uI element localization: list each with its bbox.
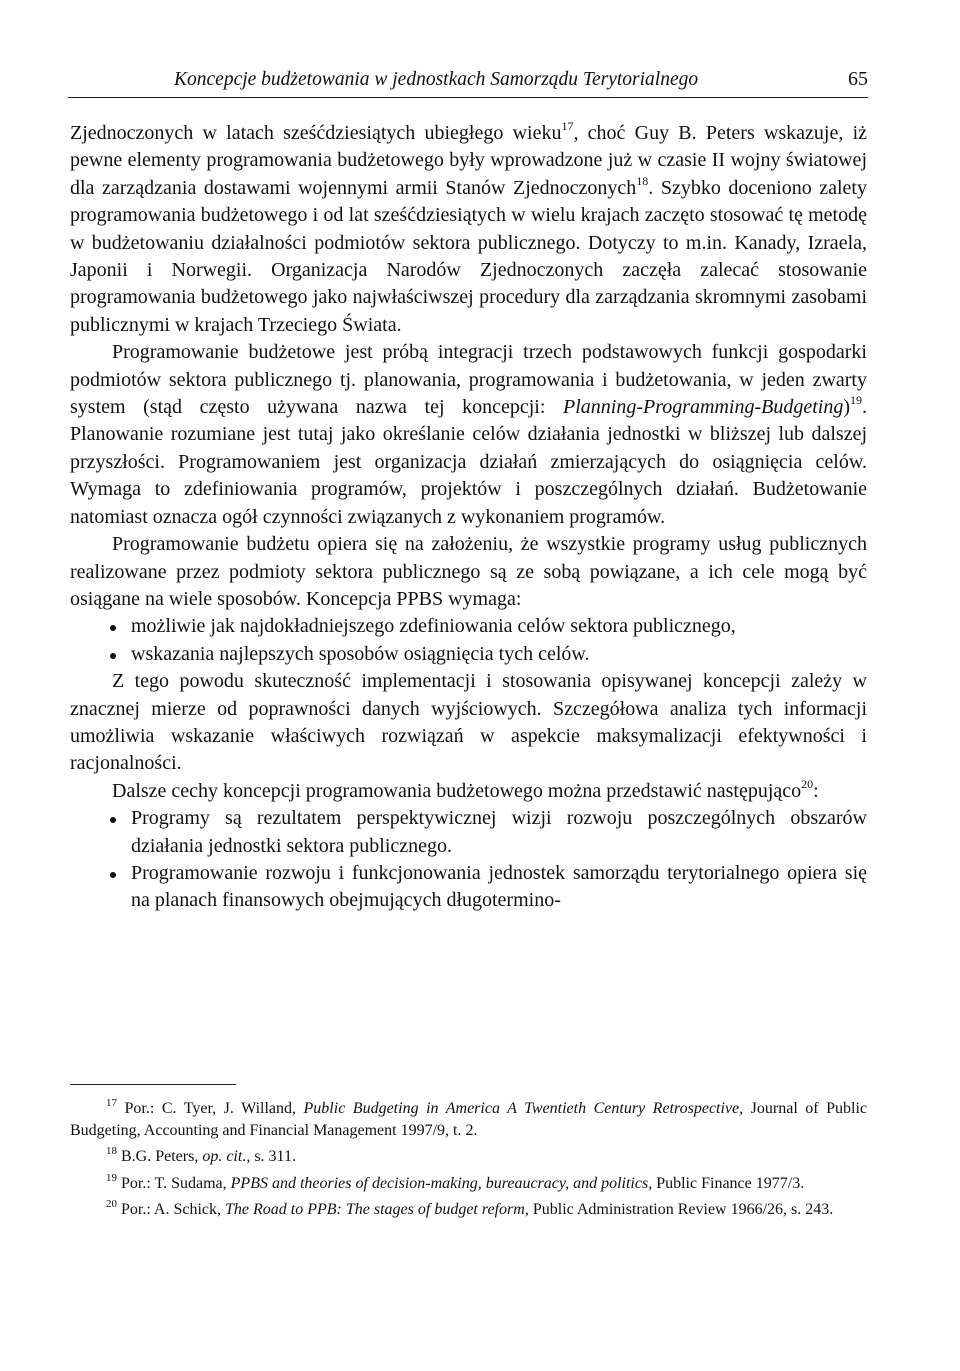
list-item: wskazania najlepszych sposobów osiągnięcia tych celów.	[104, 641, 867, 668]
footnote-number: 20	[106, 1198, 117, 1210]
bullet-list-2	[70, 805, 867, 915]
text-run: Zjednoczonych w latach sześćdziesiątych ubiegłego wieku	[70, 122, 562, 144]
text-run: :	[813, 779, 819, 802]
text-run: . Planowanie rozumiane jest tutaj jako określanie celów działania jednostki w bliższej lub dalszej przyszłości. Programowaniem jest organizacja działań zmierzających do osiągnięcia celów. Wymaga to zdefiniowania programów, projektów i poszczególnych działań. Budżetowanie natomiast oznacza ogół czynności związanych z wykonaniem programów.	[70, 396, 867, 528]
text-run: )	[843, 396, 850, 419]
text-run: Programowanie budżetowe jest próbą integracji trzech podstawowych funkcji gospodarki podmiotów sektora publicznego tj. planowania, programowania i budżetowania, w jeden zwarty system (stąd często używana nazwa tej koncepcji:	[70, 341, 867, 419]
paragraph-3: Programowanie budżetu opiera się na założeniu, że wszystkie programy usług publicznych realizowane przez podmioty sektora publicznego są ze sobą powiązane, a ich cele mogą być osiągane na wiele sposobów. Koncepcja PPBS wymaga:	[70, 533, 867, 610]
footnote-number: 19	[106, 1171, 117, 1184]
footnote-title: op. cit.,	[202, 1148, 251, 1165]
footnote-divider	[70, 1084, 236, 1085]
footnote-ref: 19	[850, 393, 862, 408]
footnote-text: s. 311.	[250, 1148, 296, 1165]
page-number: 65	[848, 68, 868, 90]
footnote-ref: 17	[561, 119, 574, 133]
list-item: Programy są rezultatem perspektywicznej wizji rozwoju poszczególnych obszarów działania jednostki sektora publicznego.	[104, 805, 867, 860]
italic-term: Planning-Programming-Budgeting	[562, 396, 844, 419]
paragraph-1	[70, 120, 867, 339]
text-run: Dalsze cechy koncepcji programowania budżetowego można przedstawić następująco	[112, 779, 802, 802]
list-item: Programowanie rozwoju i funkcjonowania jednostek samorządu terytorialnego opiera się na planach finansowych obejmujących długotermino-	[104, 860, 867, 915]
main-text	[70, 120, 867, 915]
footnote-text: Journal of Public Budgeting, Accounting and Financial Management 1997/9, t. 2.	[70, 1100, 868, 1139]
footnotes	[70, 1098, 867, 1226]
footnote-text: B.G. Peters,	[121, 1148, 203, 1165]
footnote-text: Por.: A. Schick,	[121, 1201, 226, 1218]
footnote-ref: 18	[636, 173, 649, 188]
bullet-list-1	[70, 613, 867, 668]
footnote	[70, 1173, 867, 1195]
text-run: , choć Guy B. Peters wskazuje, iż pewne elementy programowania budżetowego były wprowadzone już w czasie II wojny światowej dla zarządzania dostawami wojennymi armii Stanów Zjednoczonych	[70, 122, 868, 199]
paragraph-5	[70, 778, 867, 805]
footnote-text: Por.: T. Sudama,	[121, 1174, 231, 1192]
footnote-title: PPBS and theories of decision-making, bureaucracy, and politics,	[230, 1174, 653, 1192]
footnote-text: Public Finance 1977/3.	[652, 1174, 805, 1192]
footnote-text: Public Administration Review 1966/26, s. 243.	[528, 1201, 834, 1218]
footnote-title: The Road to PPB: The stages of budget reform,	[225, 1201, 529, 1218]
footnote	[70, 1098, 867, 1141]
footnote	[70, 1146, 867, 1168]
list-item: możliwie jak najdokładniejszego zdefiniowania celów sektora publicznego,	[104, 613, 867, 640]
footnote-number: 18	[106, 1145, 117, 1157]
footnote-ref: 20	[801, 776, 814, 791]
footnote-title: Public Budgeting in America A Twentieth Century Retrospective,	[303, 1100, 744, 1117]
paragraph-4: Z tego powodu skuteczność implementacji i stosowania opisywanej koncepcji zależy w znacznej mierze od poprawności danych wyjściowych. Szczegółowa analiza tych informacji umożliwia wskazanie właściwych rozwiązań w aspekcie maksymalizacji efektywności i racjonalności.	[70, 670, 867, 775]
running-header	[68, 52, 868, 98]
footnote-number: 17	[106, 1097, 117, 1109]
footnote	[70, 1199, 867, 1221]
footnote-text: Por.: C. Tyer, J. Willand,	[124, 1100, 304, 1117]
paragraph-2	[70, 339, 867, 531]
text-run: . Szybko doceniono zalety programowania budżetowego i od lat sześćdziesiątych w wielu krajach zaczęto stosować tę metodę w budżetowaniu działalności podmiotów sektora publicznego. Dotyczy to m.in. Kanady, Izraela, Japonii i Norwegii. Organizacja Narodów Zjednoczonych zaczęła zalecać stosowanie programowania budżetowego jako najwłaściwszej procedury dla zarządzania skromnymi zasobami publicznymi w krajach Trzeciego Świata.	[70, 176, 867, 336]
running-title: Koncepcje budżetowania w jednostkach Samorządu Terytorialnego	[174, 69, 699, 90]
